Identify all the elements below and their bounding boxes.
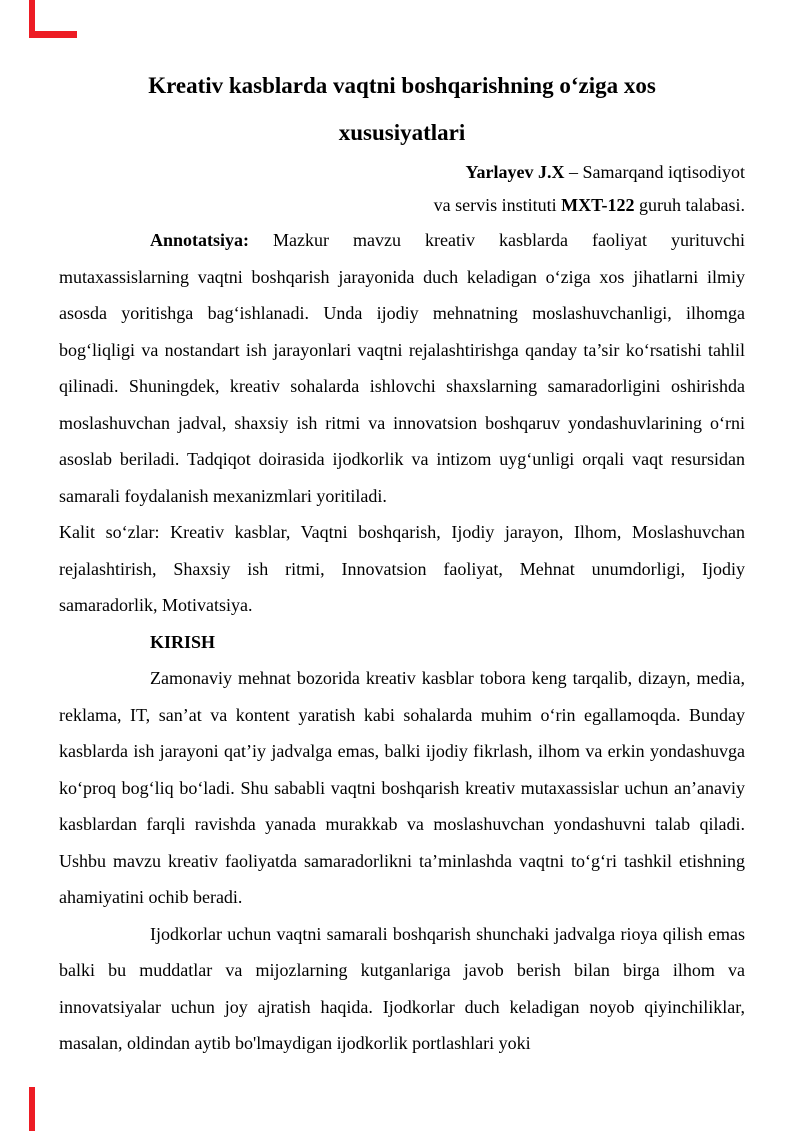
annotation-paragraph: Annotatsiya: Mazkur mavzu kreativ kasblarda faoliyat yurituvchi mutaxassislarning vaqtni boshqarish jarayonida duch keladigan o‘ziga xos jihatlarni ilmiy asosda yoritishga bag‘ishlanadi. Unda ijodiy mehnatning moslashuvchanligi, ilhomga bog‘liqligi va nostandart ish jarayonlari vaqtni rejalashtirishga qanday ta’sir ko‘rsatishi tahlil qilinadi. Shuningdek, kreativ sohalarda ishlovchi shaxslarning samaradorligini oshirishda moslashuvchan jadval, shaxsiy ish ritmi va innovatsion boshqaruv yondashuvlarining o‘rni asoslab beriladi. Tadqiqot doirasida ijodkorlik va intizom uyg‘unligi orqali vaqt resursidan samarali foydalanish mexanizmlari yoritiladi. [59,230,745,506]
red-margin-mark-bottom [29,1087,35,1131]
page-title-line-2: xususiyatlari [338,120,466,145]
red-margin-mark-top-horizontal [29,31,77,38]
author-byline [59,156,745,222]
document-body [59,222,745,1062]
author-byline-line-1: Yarlayev J.X – Samarqand iqtisodiyot [465,162,745,182]
body-paragraph-1: Zamonaviy mehnat bozorida kreativ kasblar tobora keng tarqalib, dizayn, media, reklama, IT, san’at va kontent yaratish kabi sohalarda muhim o‘rin egallamoqda. Bunday kasblarda ish jarayoni qat’iy jadvalga emas, balki ijodiy fikrlash, ilhom va erkin yondashuvga ko‘proq bog‘liq bo‘ladi. Shu sababli vaqtni boshqarish kreativ mutaxassislar uchun an’anaviy kasblardan farqli ravishda yanada murakkab va moslashuvchan yondashuvni talab qiladi. Ushbu mavzu kreativ faoliyatda samaradorlikni ta’minlashda vaqtni to‘g‘ri tashkil etishning ahamiyatini ochib beradi. [59,668,745,907]
body-paragraph-2: Ijodkorlar uchun vaqtni samarali boshqarish shunchaki jadvalga rioya qilish emas balki bu muddatlar va mijozlarning kutganlariga javob berish bilan birga ilhom va innovatsiyalar uchun joy ajratish haqida. Ijodkorlar duch keladigan noyob qiyinchiliklar, masalan, oldindan aytib bo'lmaydigan ijodkorlik portlashlari yoki [59,923,745,1053]
page-title [59,62,745,156]
keywords-paragraph: Kalit so‘zlar: Kreativ kasblar, Vaqtni boshqarish, Ijodiy jarayon, Ilhom, Moslashuvchan rejalashtirish, Shaxsiy ish ritmi, Innovatsion faoliyat, Mehnat unumdorligi, Ijodiy samaradorlik, Motivatsiya. [59,522,745,615]
section-heading-kirish: KIRISH [150,631,216,652]
author-byline-line-2: va servis instituti MXT-122 guruh talabasi. [433,195,745,215]
page-title-line-1: Kreativ kasblarda vaqtni boshqarishning o‘ziga xos [148,73,656,98]
